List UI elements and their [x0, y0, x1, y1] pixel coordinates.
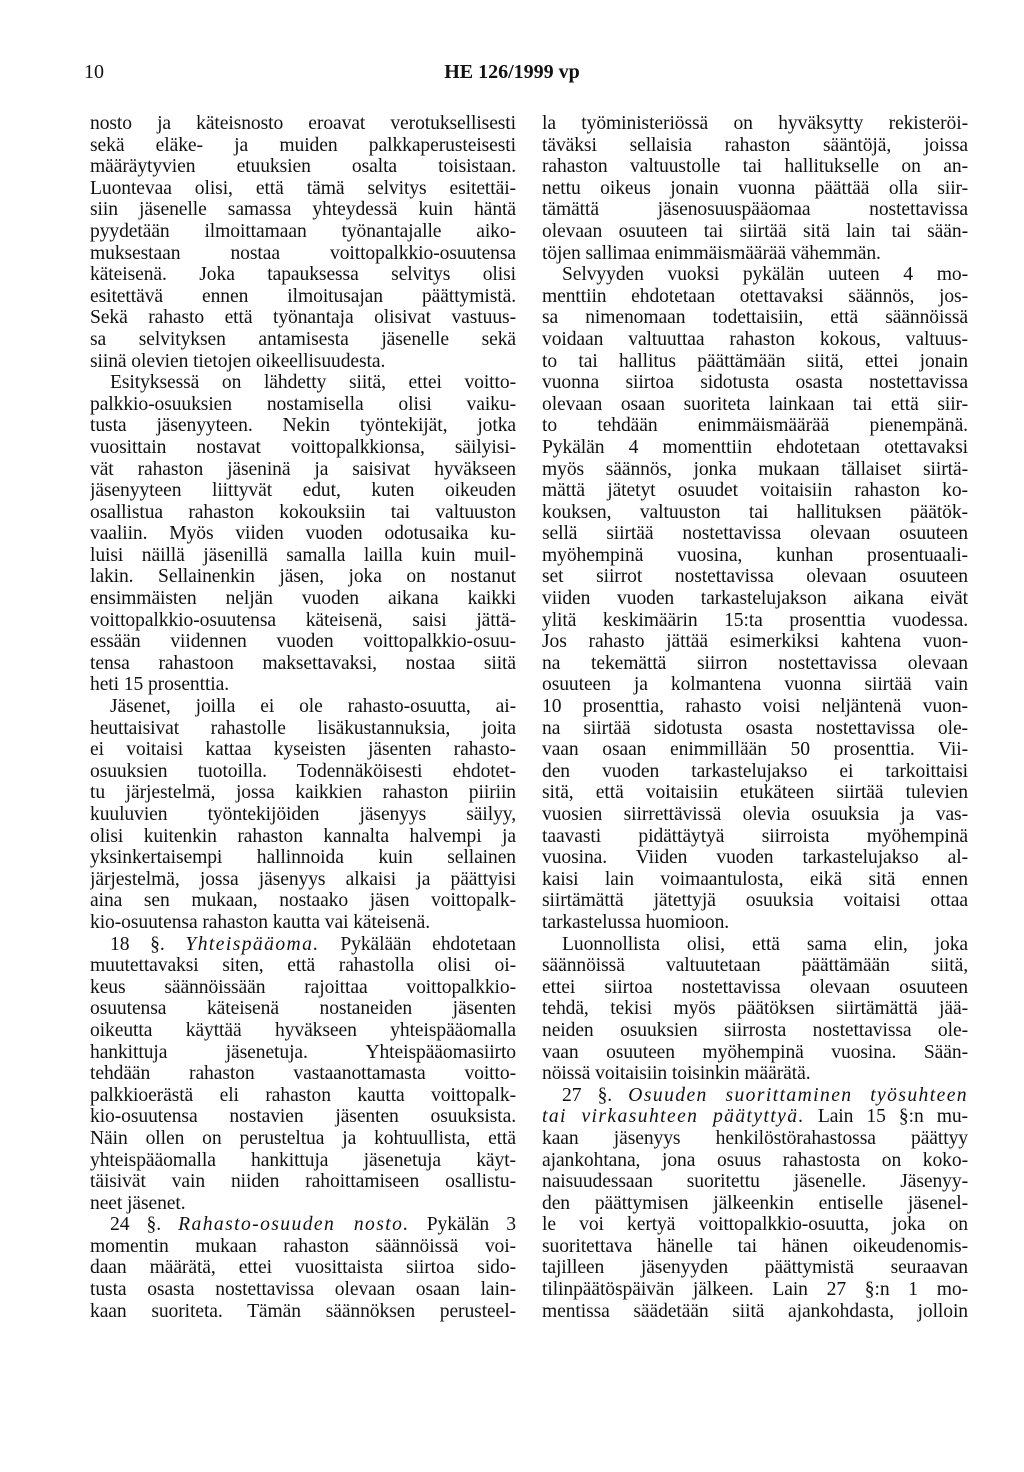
- text-line: essään viidennen vuoden voittopalkkio-osuu-: [90, 631, 516, 653]
- text-line: olevaan osuuteen tai siirtää sitä lain tai sään-: [542, 220, 968, 242]
- text-line: kaan jäsenyys henkilöstörahastossa päättyy: [542, 1127, 968, 1149]
- text-line: esitettävä ennen ilmoitusajan päättymistä.: [90, 285, 516, 307]
- text-line: sellä siirtää nostettavissa olevaan osuuteen: [542, 523, 968, 545]
- page-number: 10: [84, 61, 104, 83]
- text-line: kaisi lain voimaantulosta, eikä sitä ennen: [542, 868, 968, 890]
- text-line: na siirtää sidotusta osasta nostettavissa ole-: [542, 717, 968, 739]
- text-line: vaan osaan enimmillään 50 prosenttia. Vii-: [542, 739, 968, 761]
- text-line: Näin ollen on perusteltua ja kohtuullista, että: [90, 1127, 516, 1149]
- text-line: vuosina. Viiden vuoden tarkastelujakso al-: [542, 847, 968, 869]
- section-title: Osuuden suorittaminen työsuhteen: [628, 1084, 968, 1106]
- text-line: Jos rahasto jättää esimerkiksi kahtena vuon-: [542, 631, 968, 653]
- text-line: ettei siirtoa nostettavissa olevaan osuuteen: [542, 976, 968, 998]
- text-line: den vuoden tarkastelujakso ei tarkoittaisi: [542, 760, 968, 782]
- text-line: kouksen, valtuuston tai hallituksen päätök-: [542, 501, 968, 523]
- text-line: vuosien siirrettävissä olevia osuuksia ja vas-: [542, 804, 968, 825]
- text-line: vaan osuuteen myöhempinä vuosina. Sään-: [542, 1041, 968, 1063]
- text-line: tilinpäätöspäivän jälkeen. Lain 27 §:n 1 mo-: [542, 1279, 968, 1301]
- text-line: ajankohtana, jona osuus rahastosta on koko-: [542, 1149, 968, 1171]
- text-line: Sekä rahasto että työnantaja olisivat vastuus-: [90, 307, 516, 329]
- text-line: tehdä, tekisi myös päätöksen siirtämättä jää-: [542, 998, 968, 1020]
- text-line: palkkio-osuuksien nostamisella olisi vaiku-: [90, 393, 516, 415]
- text-line: heuttaisivat rahastolle lisäkustannuksia, joita: [90, 717, 516, 739]
- left-text-column: [90, 113, 516, 1322]
- text-line: momentin mukaan rahaston säännöissä voi-: [90, 1235, 516, 1257]
- text-line: set siirrot nostettavissa olevaan osuuteen: [542, 566, 968, 588]
- text-line: luisi näillä jäsenillä samalla lailla kuin muil-: [90, 544, 516, 566]
- text-line: Luontevaa olisi, että tämä selvitys esitettäi-: [90, 177, 516, 199]
- text-line: tusta jäsenyyteen. Nekin työntekijät, jotka: [90, 415, 516, 437]
- text-line: töjen sallimaa enimmäismäärää vähemmän.: [542, 242, 881, 264]
- text-line: myöhempinä vuosina, kunhan prosentuaali-: [542, 544, 968, 566]
- text-line: voittopalkkio-osuutensa käteisenä, saisi jättä-: [90, 609, 516, 631]
- text-line: nosto ja käteisnosto eroavat verotuksellisesti: [90, 113, 516, 134]
- text-line: aina sen mukaan, nostaako jäsen voittopalk-: [90, 890, 516, 912]
- text-line: yhteispääomalla hankittuja jäsenetuja käyt-: [90, 1149, 516, 1171]
- text-line: olevaan osaan suoriteta lainkaan tai että siir-: [542, 393, 968, 415]
- right-text-column: [542, 113, 968, 1322]
- text-line: täväksi sellaisia rahaston sääntöjä, joissa: [542, 134, 968, 156]
- text-line: tämättä jäsenosuuspääomaa nostettavissa: [542, 199, 968, 221]
- text-line: mentissa säädetään siitä ajankohdasta, jolloin: [542, 1300, 968, 1322]
- text-line: le voi kertyä voittopalkkio-osuutta, joka on: [542, 1214, 968, 1236]
- text-line: kuuluvien työntekijöiden jäsenyys säilyy,: [90, 804, 516, 825]
- section-text: Lain 15 §:n mu-: [817, 1106, 968, 1128]
- text-line: määräytyvien etuuksien osalta toisistaan.: [90, 156, 516, 178]
- text-line: keus säännöissään rajoittaa voittopalkkio-: [90, 976, 516, 998]
- text-line: den päättymisen jälkeenkin entiselle jäsenel-: [542, 1192, 968, 1214]
- text-line: sa nimenomaan todettaisiin, että säännöissä: [542, 307, 968, 329]
- text-line: sitä, että voitaisiin etukäteen siirtää tulevien: [542, 782, 968, 804]
- text-line: [90, 934, 516, 956]
- text-line: kio-osuutensa nostavien jäsenten osuuksista.: [90, 1106, 516, 1128]
- text-line: vät rahaston jäseninä ja saisivat hyväkseen: [90, 458, 516, 480]
- section-number: 18 §.: [110, 933, 165, 955]
- text-line: muutettavaksi siten, että rahastolla olisi oi-: [90, 955, 516, 977]
- text-line: heti 15 prosenttia.: [90, 674, 230, 696]
- text-line: 10 prosenttia, rahasto voisi neljäntenä vuon-: [542, 696, 968, 718]
- text-line: kaan suoriteta. Tämän säännöksen perusteel-: [90, 1300, 516, 1322]
- section-text: Pykälän 3: [426, 1214, 516, 1236]
- text-line: tajilleen jäsenyyden päättymistä seuraavan: [542, 1257, 968, 1279]
- text-line: vuosittain nostavat voittopalkkionsa, säilyisi-: [90, 436, 516, 458]
- text-line: myös säännös, jonka mukaan tällaiset siirtä-: [542, 458, 968, 480]
- section-title: tai virkasuhteen päätyttyä.: [542, 1106, 805, 1128]
- text-line: vuonna siirtoa sidotusta osasta nostettavissa: [542, 372, 968, 394]
- text-line: rahaston valtuustolle tai hallitukselle on an-: [542, 156, 968, 178]
- text-line: menttiin ehdotetaan otettavaksi säännös, jos-: [542, 285, 968, 307]
- text-line: Esityksessä on lähdetty siitä, ettei voitto-: [110, 372, 516, 394]
- text-line: olisi kuitenkin rahaston kannalta halvempi ja: [90, 825, 516, 847]
- text-line: tarkastelussa huomioon.: [542, 911, 730, 933]
- running-header: HE 126/1999 vp: [444, 61, 580, 83]
- text-line: vaaliin. Myös viiden vuoden odotusaika ku-: [90, 523, 516, 545]
- text-line: Selvyyden vuoksi pykälän uuteen 4 mo-: [562, 264, 968, 286]
- section-number: 24 §.: [110, 1214, 162, 1236]
- text-line: voidaan valtuuttaa rahaston kokous, valtuus-: [542, 328, 968, 350]
- section-title: Rahasto-osuuden nosto.: [178, 1214, 410, 1236]
- text-line: naisuudessaan suoritettu jäsenelle. Jäsenyy-: [542, 1171, 968, 1193]
- text-line: ei voitaisi kattaa kyseisten jäsenten rahasto-: [90, 739, 516, 761]
- text-line: daan määrätä, ettei vuosittaista siirtoa sido-: [90, 1257, 516, 1279]
- text-line: Luonnollista olisi, että sama elin, joka: [562, 933, 968, 955]
- text-line: to tai hallitus päättämään siitä, ettei jonain: [542, 350, 968, 372]
- text-line: osuuteen ja kolmantena vuonna siirtää vain: [542, 674, 968, 696]
- text-line: säännöissä valtuutetaan päättämään siitä,: [542, 955, 968, 977]
- text-line: kio-osuutensa rahaston kautta vai käteisenä.: [90, 911, 431, 933]
- text-line: [542, 1106, 968, 1128]
- text-line: Jäsenet, joilla ei ole rahasto-osuutta, ai-: [110, 696, 516, 718]
- text-line: ensimmäisten neljän vuoden aikana kaikki: [90, 588, 516, 610]
- text-line: osuutensa käteisenä nostaneiden jäsenten: [90, 998, 516, 1020]
- text-line: tu järjestelmä, jossa kaikkien rahaston piiriin: [90, 782, 516, 804]
- text-line: neet jäsenet.: [90, 1192, 186, 1214]
- text-line: jäsenyyteen liittyvät edut, kuten oikeuden: [90, 480, 516, 502]
- text-line: osuuksien tuotoilla. Todennäköisesti ehdotet-: [90, 760, 516, 782]
- text-line: la työministeriössä on hyväksytty rekisteröi-: [542, 113, 968, 134]
- text-line: siinä olevien tietojen oikeellisuudesta.: [90, 350, 386, 372]
- text-line: [90, 1214, 516, 1236]
- text-line: muksestaan nostaa voittopalkkio-osuutensa: [90, 242, 516, 264]
- text-line: taavasti pidättäytyä siirroista myöhempinä: [542, 825, 968, 847]
- text-line: to tehdään enimmäismäärää pienempänä.: [542, 415, 968, 437]
- text-line: siirtämättä jätettyjä osuuksia voitaisi ottaa: [542, 890, 968, 912]
- text-line: oikeutta käyttää hyväkseen yhteispääomalla: [90, 1019, 516, 1041]
- text-line: nettu oikeus jonain vuonna päättää olla siir-: [542, 177, 968, 199]
- text-line: sekä eläke- ja muiden palkkaperusteisesti: [90, 134, 516, 156]
- text-line: hankittuja jäsenetuja. Yhteispääomasiirto: [90, 1041, 516, 1063]
- section-number: 27 §.: [562, 1084, 613, 1106]
- text-line: yksinkertaisempi hallinnoida kuin sellainen: [90, 847, 516, 869]
- text-line: tensa rahastoon maksettavaksi, nostaa siitä: [90, 652, 516, 674]
- text-line: tusta osasta nostettavissa olevaan osaan lain-: [90, 1279, 516, 1301]
- text-line: täisivät vain niiden rahoittamiseen osallistu-: [90, 1171, 516, 1193]
- text-line: suoritettava hänelle tai hänen oikeudenomis-: [542, 1235, 968, 1257]
- text-line: järjestelmä, jossa jäsenyys alkaisi ja päättyisi: [90, 868, 516, 890]
- text-line: osallistua rahaston kokouksiin tai valtuuston: [90, 501, 516, 523]
- text-line: tehdään rahaston vastaanottamasta voitto-: [90, 1063, 516, 1085]
- text-line: mättä jätetyt osuudet voitaisiin rahaston ko-: [542, 480, 968, 502]
- text-line: palkkioerästä eli rahaston kautta voittopalk-: [90, 1084, 516, 1106]
- text-line: viiden vuoden tarkastelujakson aikana eivät: [542, 588, 968, 610]
- text-line: Pykälän 4 momenttiin ehdotetaan otettavaksi: [542, 436, 968, 458]
- text-line: nöissä voitaisiin toisinkin määrätä.: [542, 1063, 811, 1085]
- text-line: käteisenä. Joka tapauksessa selvitys olisi: [90, 264, 516, 286]
- text-line: siin jäsenelle samassa yhteydessä kuin häntä: [90, 199, 516, 221]
- text-line: na tekemättä siirron nostettavissa olevaan: [542, 652, 968, 674]
- section-text: Pykälään ehdotetaan: [340, 933, 516, 955]
- text-line: lakin. Sellainenkin jäsen, joka on nostanut: [90, 566, 516, 588]
- section-title: Yhteispääoma.: [185, 933, 320, 955]
- text-line: ylitä keskimäärin 15:ta prosenttia vuodessa.: [542, 609, 968, 631]
- text-line: [542, 1085, 968, 1107]
- text-line: pyydetään ilmoittamaan työnantajalle aiko-: [90, 220, 516, 242]
- text-line: sa selvityksen antamisesta jäsenelle sekä: [90, 328, 516, 350]
- text-line: neiden osuuksien siirrosta nostettavissa ole-: [542, 1019, 968, 1041]
